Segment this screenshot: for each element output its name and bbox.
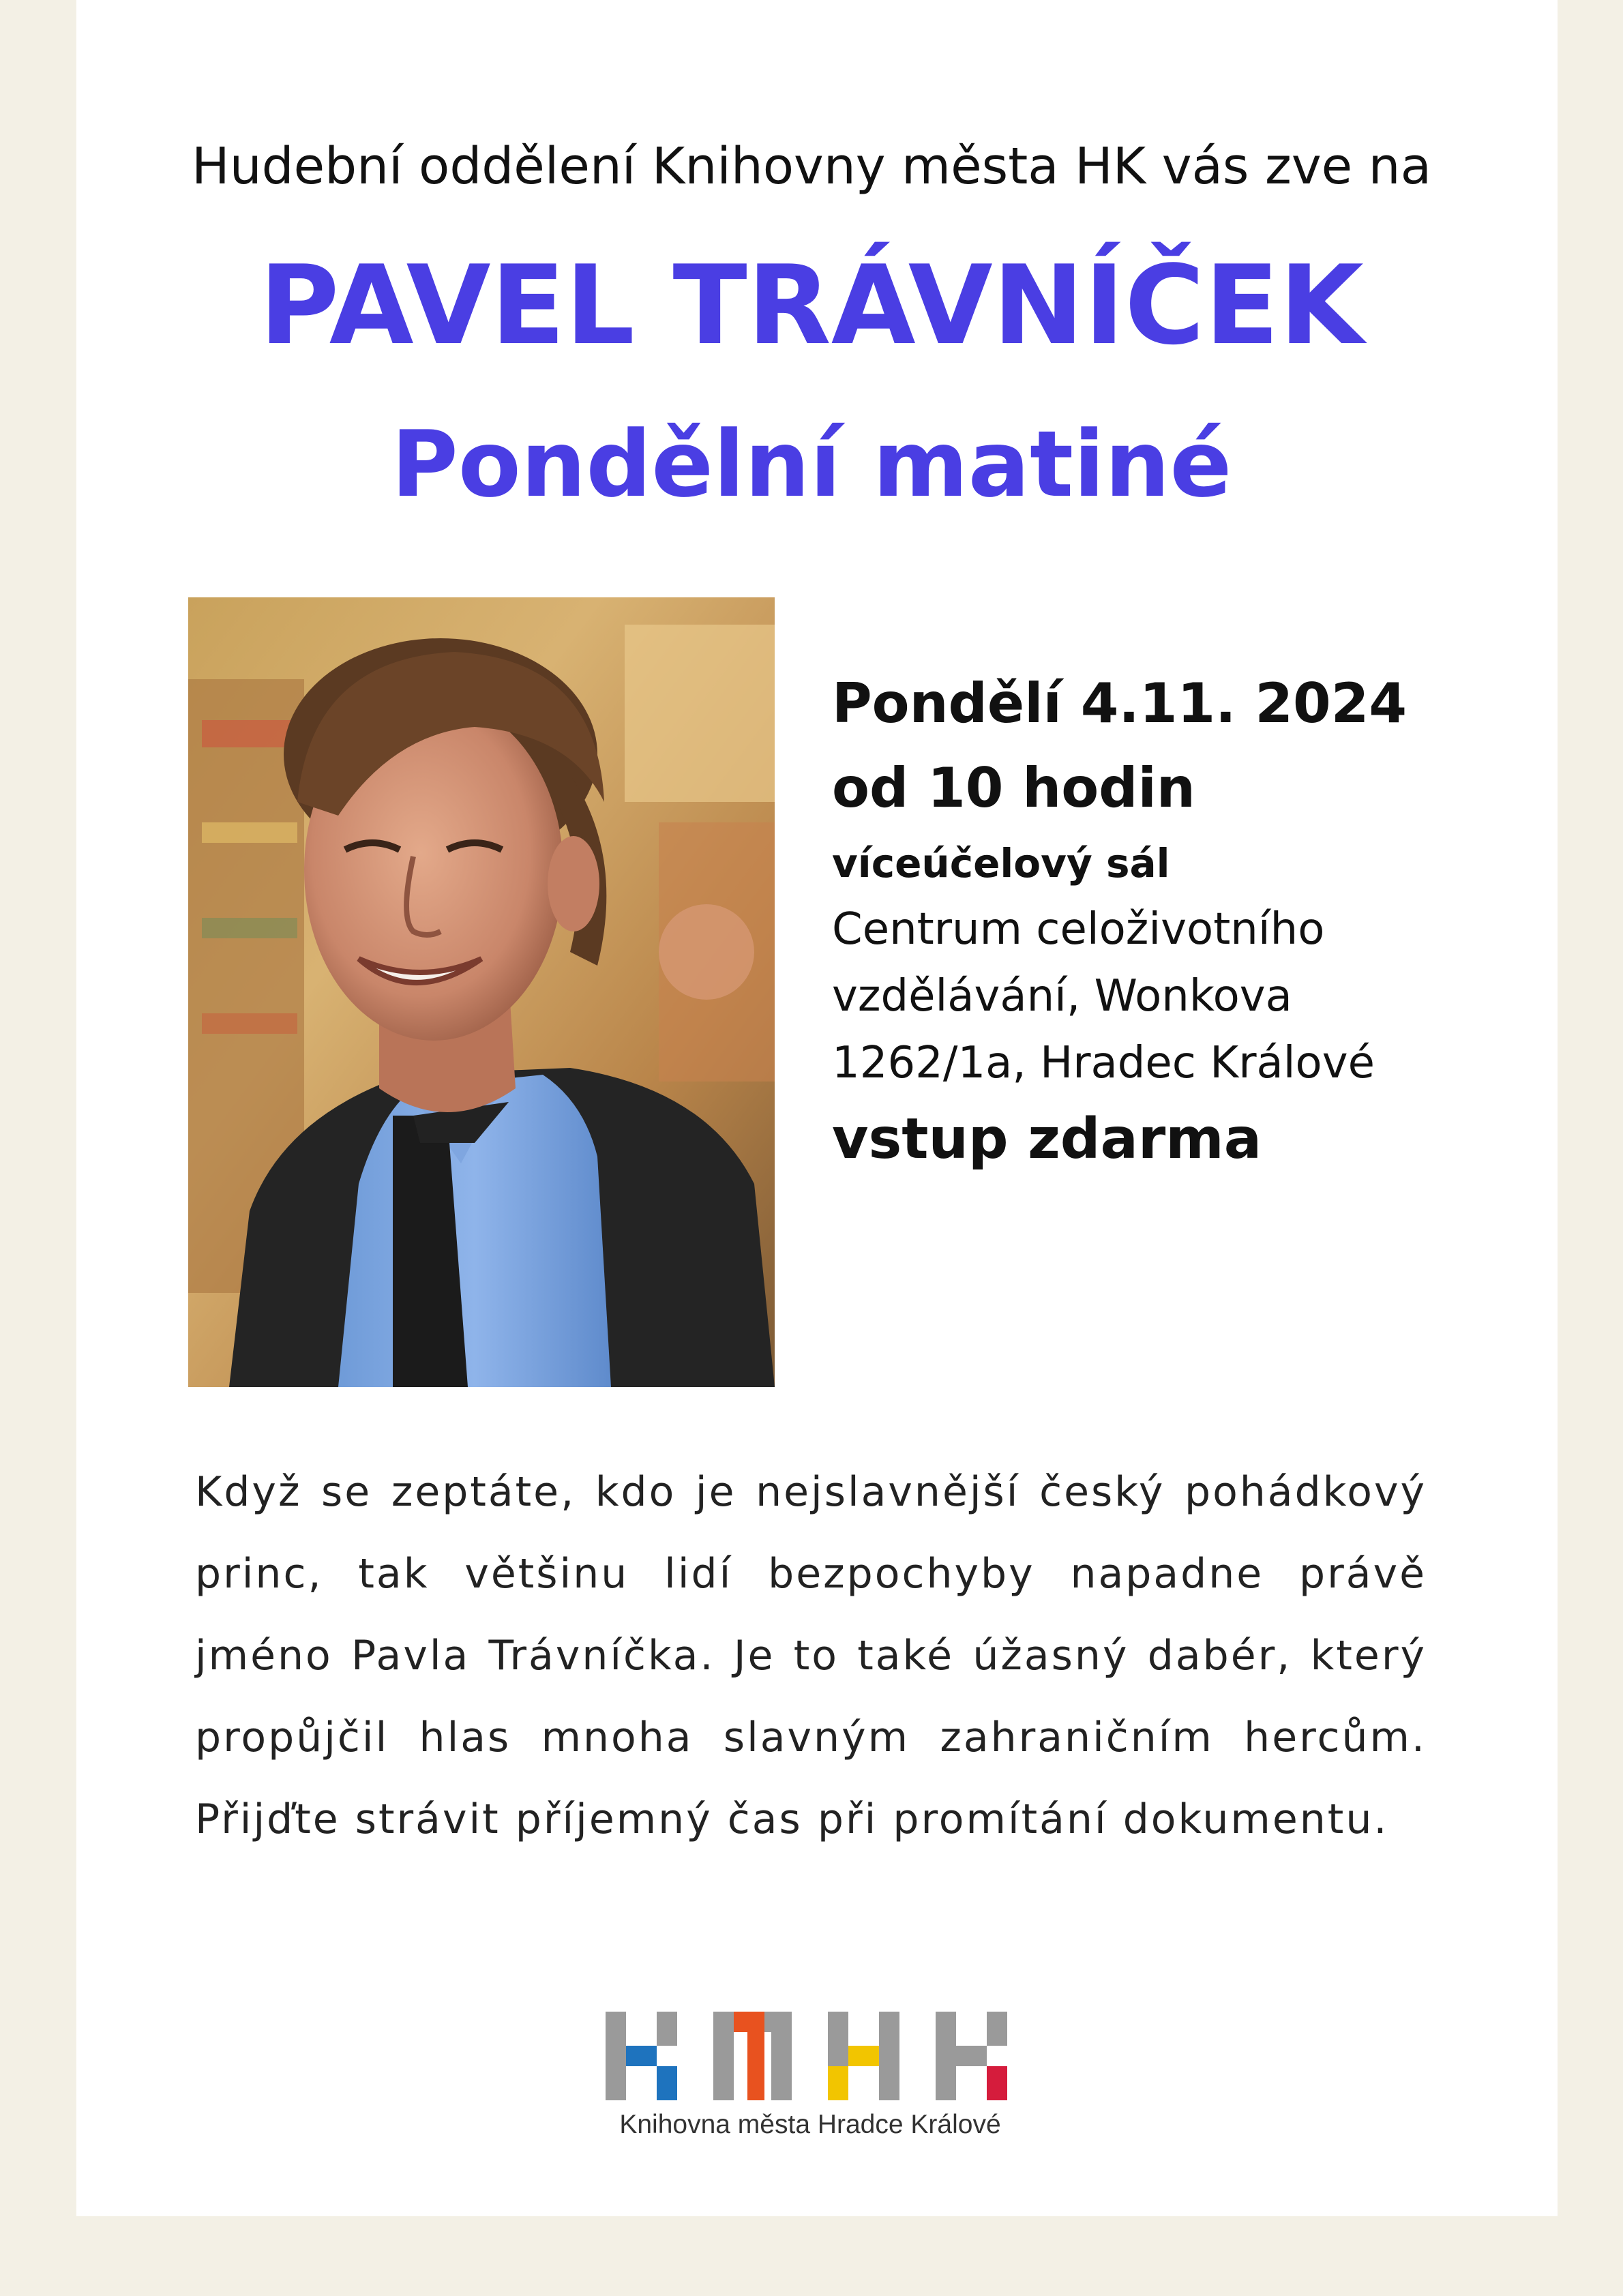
event-series-title: Pondělní matiné bbox=[391, 411, 1232, 518]
performer-name: PAVEL TRÁVNÍČEK bbox=[259, 241, 1364, 369]
admission-note: vstup zdarma bbox=[832, 1107, 1262, 1172]
logo-letter-m-orange bbox=[713, 2012, 792, 2100]
event-time: od 10 hodin bbox=[832, 756, 1195, 820]
logo-letter-k-blue bbox=[606, 2012, 677, 2100]
address-line: 1262/1a, Hradec Králové bbox=[832, 1038, 1375, 1088]
event-room: víceúčelový sál bbox=[832, 840, 1170, 886]
kmhk-logo-mark bbox=[606, 2012, 1015, 2100]
library-logo bbox=[606, 2012, 1015, 2140]
logo-letter-k-red bbox=[936, 2012, 1007, 2100]
event-date: Pondělí 4.11. 2024 bbox=[832, 672, 1408, 735]
logo-caption: Knihovna města Hradce Králové bbox=[619, 2110, 1001, 2139]
event-description: Když se zeptáte, kdo je nejslavnější český pohádkový princ, tak většinu lidí bezpochyby napadne právě jméno Pavla Trávníčka. Je to také úžasný dabér, který propůjčil hlas mnoha slavným zahraničním hercům. Přijďte strávit příjemný čas při promítání dokumentu. bbox=[195, 1468, 1427, 1843]
portrait-photo bbox=[188, 597, 775, 1387]
address-line: vzdělávání, Wonkova bbox=[832, 971, 1292, 1022]
address-line: Centrum celoživotního bbox=[832, 904, 1325, 955]
event-details bbox=[832, 661, 1514, 1182]
logo-letter-h-yellow bbox=[828, 2012, 899, 2100]
invitation-line: Hudební oddělení Knihovny města HK vás zve na bbox=[192, 137, 1431, 196]
